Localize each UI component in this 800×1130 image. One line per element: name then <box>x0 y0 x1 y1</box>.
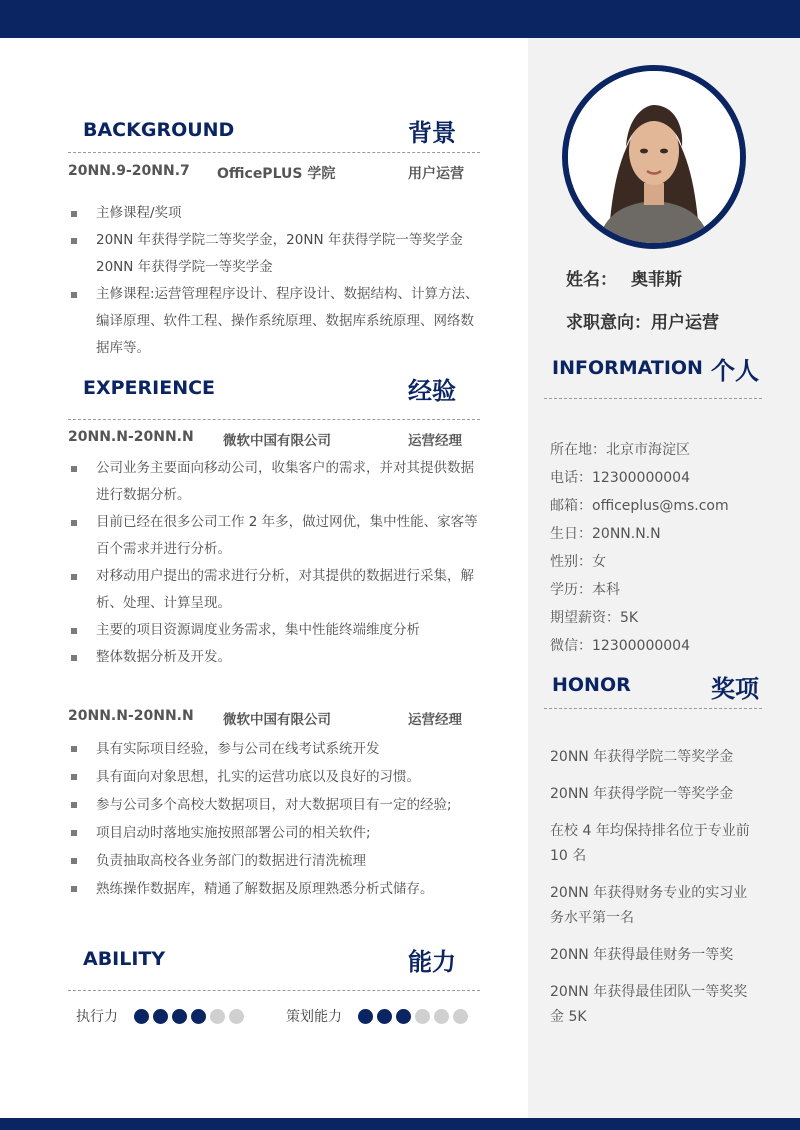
intent-label: 求职意向： <box>566 313 651 333</box>
honor-item: 20NN 年获得财务专业的实习业务水平第一名 <box>550 885 748 926</box>
divider <box>544 708 762 709</box>
honor-item: 20NN 年获得最佳团队一等奖奖金 5K <box>550 984 748 1025</box>
honor-list <box>550 745 760 1042</box>
honor-item: 20NN 年获得学院一等奖学金 <box>550 786 734 802</box>
information-title-en: INFORMATION <box>552 357 703 379</box>
list-item: 具有面向对象思想，扎实的运营功底以及良好的习惯。 <box>68 763 486 791</box>
job-role: 运营经理 <box>408 712 462 728</box>
education-period: 20NN.9-20NN.7 <box>68 163 190 179</box>
info-wechat: 微信：12300000004 <box>550 638 690 654</box>
list-item: 公司业务主要面向移动公司，收集客户的需求，并对其提供数据进行数据分析。 <box>68 455 486 509</box>
top-banner <box>0 0 800 38</box>
job-period: 20NN.N-20NN.N <box>68 429 194 445</box>
list-item: 项目启动时落地实施按照部署公司的相关软件; <box>68 819 486 847</box>
honor-item: 在校 4 年均保持排名位于专业前 10 名 <box>550 823 750 864</box>
skill-item <box>76 1006 244 1026</box>
education-school: OfficePLUS 学院 <box>217 166 336 182</box>
rating-dot-empty <box>453 1009 468 1024</box>
rating-dot-filled <box>377 1009 392 1024</box>
job-company: 微软中国有限公司 <box>223 433 331 449</box>
divider <box>68 419 480 420</box>
list-item: 整体数据分析及开发。 <box>68 644 486 671</box>
rating-dot-filled <box>396 1009 411 1024</box>
background-title-cn: 背景 <box>408 119 456 147</box>
rating-dot-empty <box>415 1009 430 1024</box>
list-item: 对移动用户提出的需求进行分析，对其提供的数据进行采集，解析、处理、计算呈现。 <box>68 563 486 617</box>
profile-name: 奥菲斯 <box>631 270 682 290</box>
rating-dot-filled <box>358 1009 373 1024</box>
divider <box>68 152 480 153</box>
info-email: 邮箱：officeplus@ms.com <box>550 498 729 514</box>
info-location: 所在地：北京市海淀区 <box>550 442 690 458</box>
job-role: 运营经理 <box>408 433 462 449</box>
rating-dot-empty <box>229 1009 244 1024</box>
rating-dot-empty <box>210 1009 225 1024</box>
honor-item: 20NN 年获得学院二等奖学金 <box>550 749 734 765</box>
list-item: 熟练操作数据库，精通了解数据及原理熟悉分析式储存。 <box>68 875 486 903</box>
list-item: 目前已经在很多公司工作 2 年多，做过网优，集中性能、家客等百个需求并进行分析。 <box>68 509 486 563</box>
list-item: 负责抽取高校各业务部门的数据进行清洗梳理 <box>68 847 486 875</box>
rating-dot-filled <box>191 1009 206 1024</box>
list-item: 具有实际项目经验，参与公司在线考试系统开发 <box>68 735 486 763</box>
education-major: 用户运营 <box>408 166 464 182</box>
divider <box>544 398 762 399</box>
skill-rating <box>358 1009 468 1024</box>
bottom-banner <box>0 1118 800 1130</box>
list-item: 参与公司多个高校大数据项目，对大数据项目有一定的经验; <box>68 791 486 819</box>
info-gender: 性别：女 <box>550 554 606 570</box>
honor-title-en: HONOR <box>552 674 631 696</box>
experience-title-en: EXPERIENCE <box>83 377 216 399</box>
ability-title-en: ABILITY <box>83 948 166 970</box>
profile-photo <box>562 65 746 249</box>
info-education: 学历：本科 <box>550 582 620 598</box>
skill-name: 策划能力 <box>286 1009 342 1025</box>
skill-item <box>286 1006 468 1026</box>
portrait-image <box>568 71 740 243</box>
list-item: 主修课程/奖项 <box>68 200 486 227</box>
job-duty-list <box>68 735 486 903</box>
profile-intent-line <box>566 308 719 333</box>
background-title-en: BACKGROUND <box>83 119 235 141</box>
rating-dot-filled <box>153 1009 168 1024</box>
profile-name-line <box>566 265 682 290</box>
profile-intent: 用户运营 <box>651 313 719 333</box>
list-item: 主修课程:运营管理程序设计、程序设计、数据结构、计算方法、编译原理、软件工程、操作系统原理、数据库系统原理、网络数据库等。 <box>68 281 486 362</box>
background-list <box>68 200 486 362</box>
rating-dot-filled <box>172 1009 187 1024</box>
list-item: 20NN 年获得学院二等奖学金，20NN 年获得学院一等奖学金 20NN 年获得学院一等奖学金 <box>68 227 486 281</box>
job-company: 微软中国有限公司 <box>223 712 331 728</box>
information-list <box>550 436 729 660</box>
rating-dot-empty <box>434 1009 449 1024</box>
skill-rating <box>134 1009 244 1024</box>
divider <box>68 990 480 991</box>
honor-title-cn: 奖项 <box>711 675 759 703</box>
info-phone: 电话：12300000004 <box>550 470 690 486</box>
skill-name: 执行力 <box>76 1009 118 1025</box>
job-duty-list <box>68 455 486 671</box>
honor-item: 20NN 年获得最佳财务一等奖 <box>550 947 734 963</box>
info-salary: 期望薪资：5K <box>550 610 639 626</box>
information-title-cn: 个人 <box>711 357 759 385</box>
name-label: 姓名： <box>566 270 617 290</box>
ability-title-cn: 能力 <box>408 948 456 976</box>
info-birthday: 生日：20NN.N.N <box>550 526 661 542</box>
list-item: 主要的项目资源调度业务需求，集中性能终端维度分析 <box>68 617 486 644</box>
job-period: 20NN.N-20NN.N <box>68 708 194 724</box>
rating-dot-filled <box>134 1009 149 1024</box>
experience-title-cn: 经验 <box>408 377 456 405</box>
